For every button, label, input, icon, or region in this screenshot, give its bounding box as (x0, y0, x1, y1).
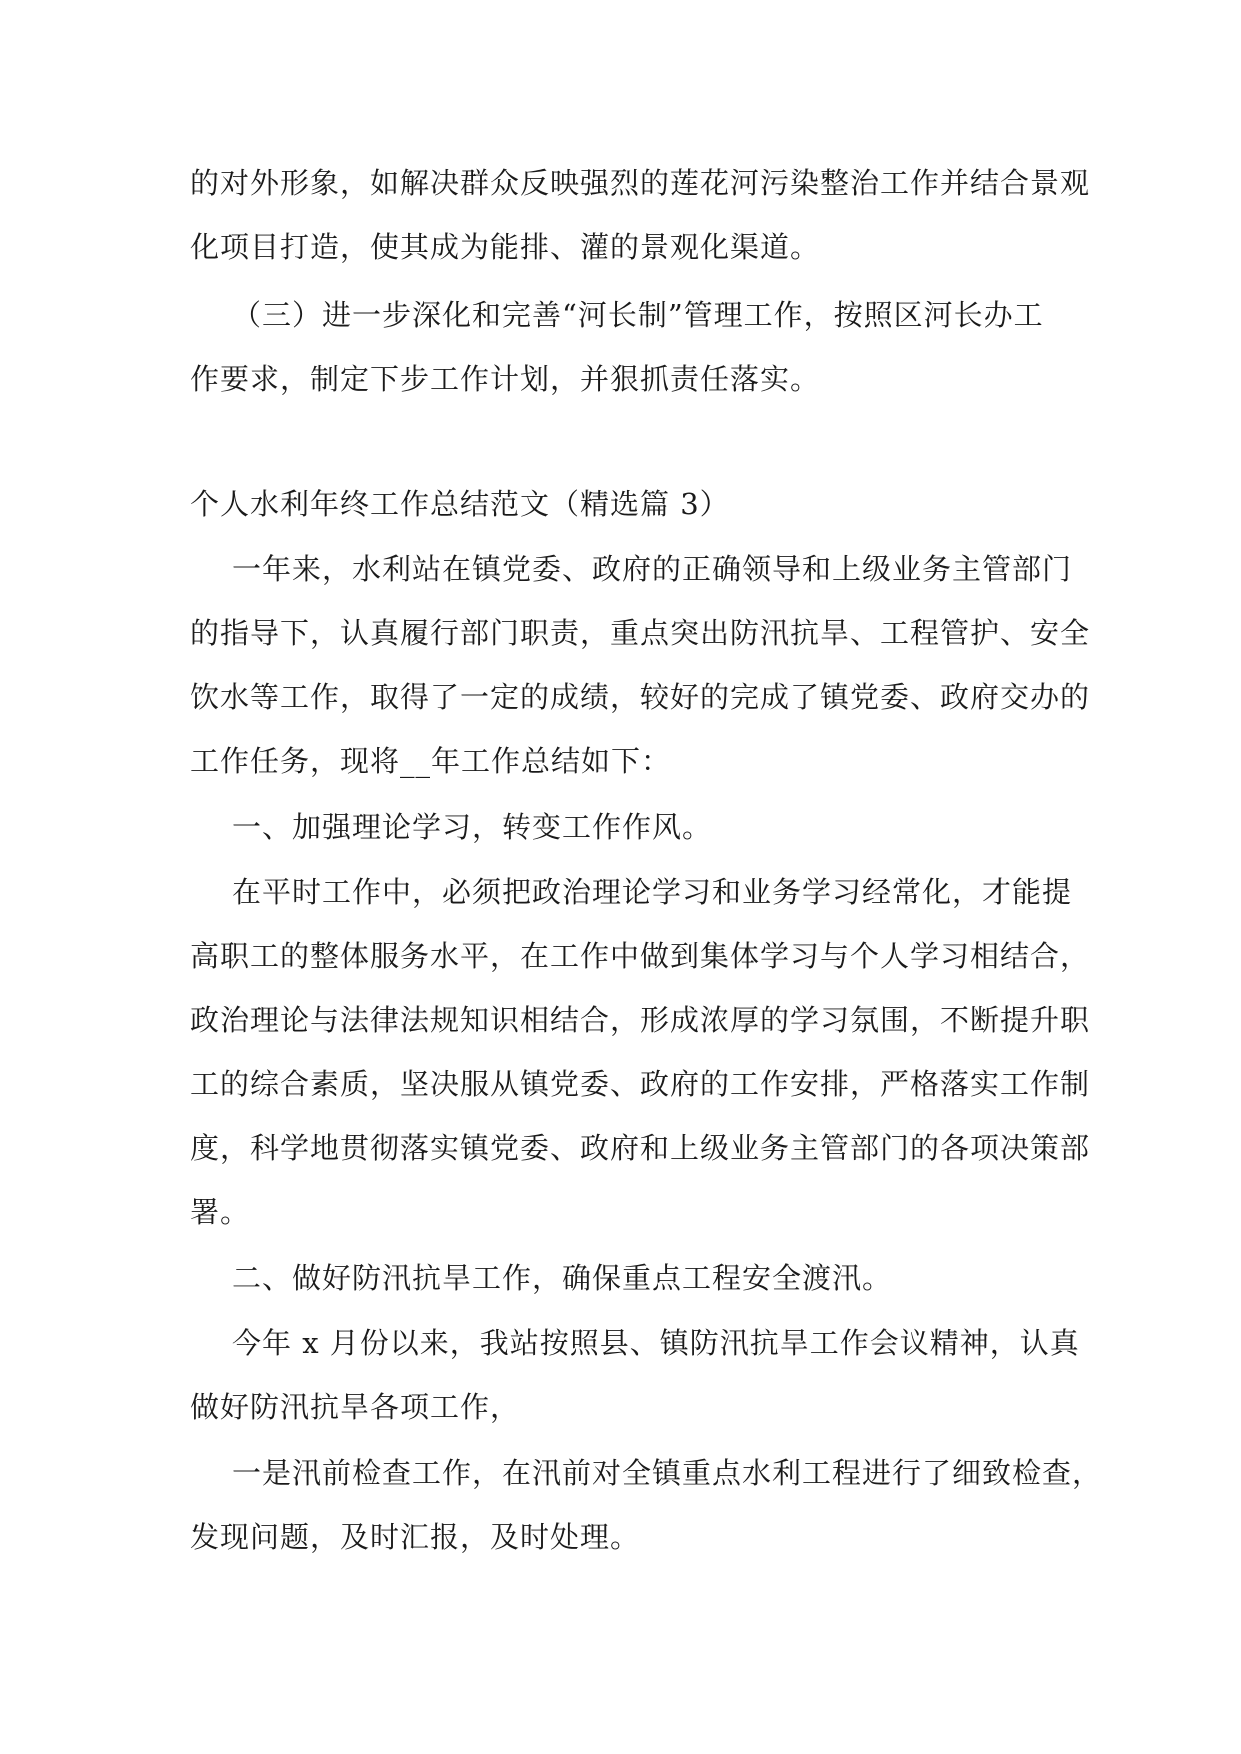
subheading-line: 一、加强理论学习，转变工作作风。 (232, 810, 713, 844)
body-text-line: 发现问题，及时汇报，及时处理。 (190, 1520, 641, 1554)
body-text-line: 度，科学地贯彻落实镇党委、政府和上级业务主管部门的各项决策部 (190, 1131, 1091, 1165)
body-text-line: 工作任务，现将__年工作总结如下： (190, 744, 672, 778)
body-text-line: 署。 (190, 1195, 251, 1229)
body-text-line: 一是汛前检查工作，在汛前对全镇重点水利工程进行了细致检查， (232, 1456, 1103, 1490)
body-text-line: 政治理论与法律法规知识相结合，形成浓厚的学习氛围，不断提升职 (190, 1003, 1091, 1037)
body-text-line: 做好防汛抗旱各项工作， (190, 1390, 521, 1424)
body-text-line: 工的综合素质，坚决服从镇党委、政府的工作安排，严格落实工作制 (190, 1067, 1091, 1101)
body-text-line: 的对外形象，如解决群众反映强烈的莲花河污染整治工作并结合景观 (190, 166, 1091, 200)
body-text-line: （三）进一步深化和完善“河长制”管理工作，按照区河长办工 (232, 298, 1044, 332)
body-text-line: 的指导下，认真履行部门职责，重点突出防汛抗旱、工程管护、安全 (190, 616, 1091, 650)
body-text-line: 一年来，水利站在镇党委、政府的正确领导和上级业务主管部门 (232, 552, 1073, 586)
body-text-line: 饮水等工作，取得了一定的成绩，较好的完成了镇党委、政府交办的 (190, 680, 1091, 714)
subheading-line: 二、做好防汛抗旱工作，确保重点工程安全渡汛。 (232, 1261, 893, 1295)
body-text-line: 作要求，制定下步工作计划，并狠抓责任落实。 (190, 362, 821, 396)
body-text-line: 化项目打造，使其成为能排、灌的景观化渠道。 (190, 230, 821, 264)
section-heading: 个人水利年终工作总结范文（精选篇 3） (190, 487, 730, 521)
body-text-line: 今年 x 月份以来，我站按照县、镇防汛抗旱工作会议精神，认真 (232, 1326, 1080, 1360)
body-text-line: 在平时工作中，必须把政治理论学习和业务学习经常化，才能提 (232, 875, 1073, 909)
body-text-line: 高职工的整体服务水平，在工作中做到集体学习与个人学习相结合， (190, 939, 1091, 973)
